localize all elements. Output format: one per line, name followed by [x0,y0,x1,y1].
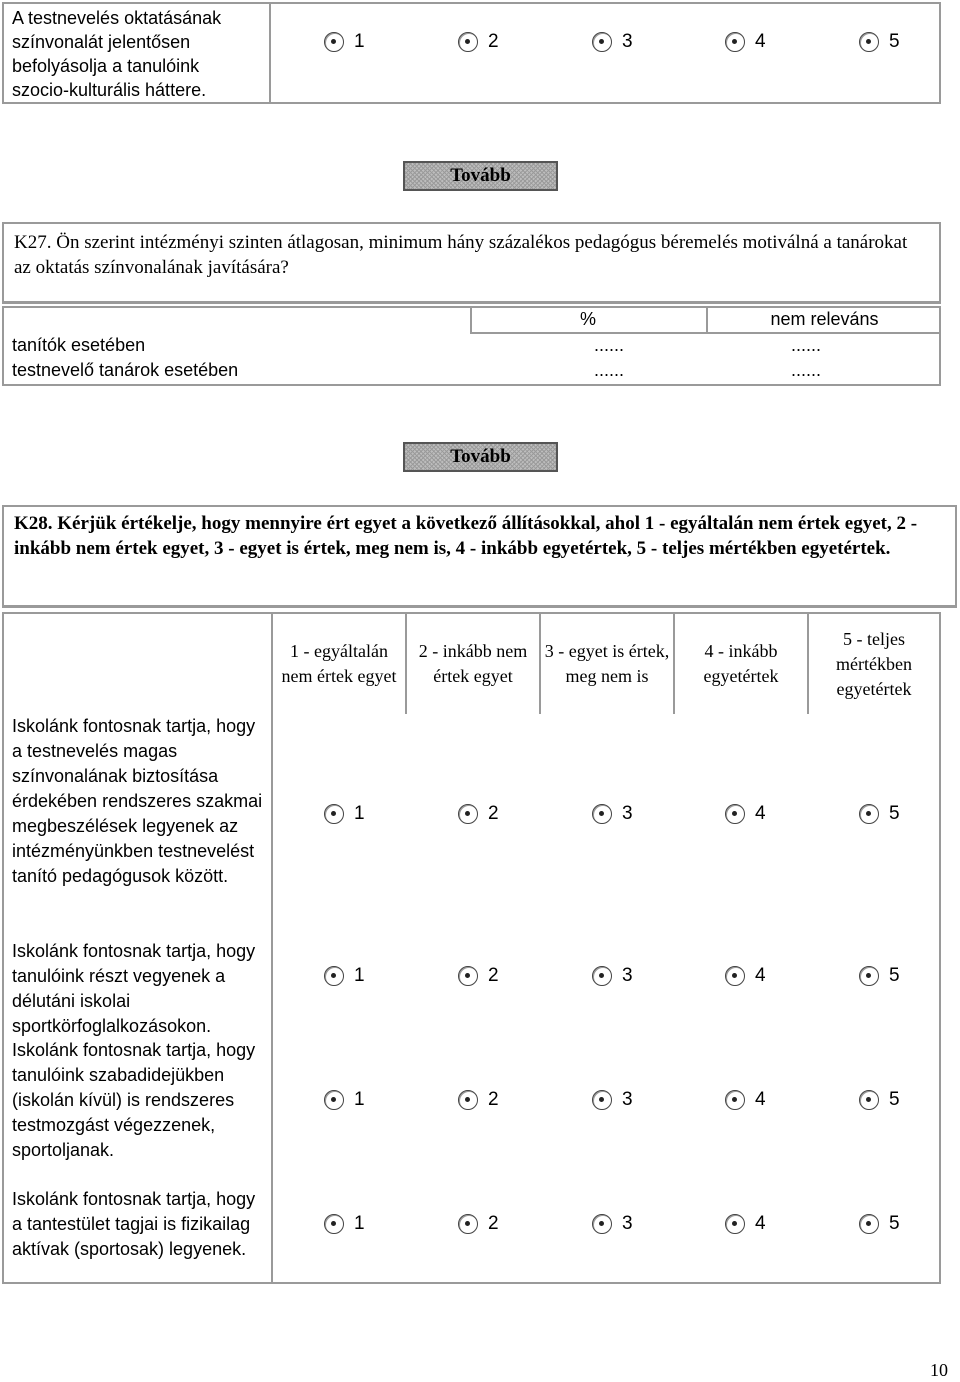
radio-button-icon[interactable] [458,804,478,824]
rating-option-2[interactable]: 2 [458,803,499,825]
k28-rating-table [2,612,941,1284]
rating-option-1[interactable]: 1 [324,1213,365,1235]
k28-header-3: 3 - egyet is értek, meg nem is [544,641,670,686]
k27-not-relevant-input[interactable]: ...... [791,360,822,380]
rating-option-5[interactable]: 5 [859,1089,900,1111]
k27-not-relevant-input[interactable]: ...... [791,335,822,355]
k28-statement: Iskolánk fontosnak tartja, hogy tanulóink szabadidejükben (iskolán kívül) is rendszeres testmozgást végezzenek, sportoljanak. [12,1040,256,1160]
radio-button-icon[interactable] [859,1090,879,1110]
next-button[interactable]: Tovább [403,442,558,472]
k27-question-box [2,222,941,304]
rating-option-3[interactable]: 3 [592,1213,633,1235]
rating-option-5[interactable]: 5 [859,965,900,987]
q1-option-1[interactable]: 1 [324,31,365,53]
rating-option-4[interactable]: 4 [725,1213,766,1235]
radio-button-icon[interactable] [725,966,745,986]
k27-percent-input[interactable]: ...... [594,360,625,380]
q1-option-4[interactable]: 4 [725,31,766,53]
radio-button-icon[interactable] [725,1090,745,1110]
radio-button-icon[interactable] [859,1214,879,1234]
radio-button-icon[interactable] [324,1214,344,1234]
radio-button-icon[interactable] [859,804,879,824]
radio-button-icon[interactable] [458,32,478,52]
k28-statement: Iskolánk fontosnak tartja, hogy a testnevelés magas színvonalának biztosítása érdekében rendszeres szakmai megbeszélések legyenek az intézményünkben testnevelést tanító pedagógusok között. [12,716,263,886]
rating-option-2[interactable]: 2 [458,1089,499,1111]
rating-option-1[interactable]: 1 [324,965,365,987]
k27-answer-table [2,306,941,386]
rating-option-3[interactable]: 3 [592,965,633,987]
k27-question-text: K27. Ön szerint intézményi szinten átlagosan, minimum hány százalékos pedagógus béremelés motiválná a tanárokat az oktatás színvonalának javítására? [14,232,908,278]
rating-option-2[interactable]: 2 [458,965,499,987]
k27-row-label: testnevelő tanárok esetében [12,360,239,380]
radio-button-icon[interactable] [859,32,879,52]
k28-statement: Iskolánk fontosnak tartja, hogy tanulóink részt vegyenek a délutáni iskolai sportkörfoglalkozásokon. [12,941,256,1036]
k27-percent-input[interactable]: ...... [594,335,625,355]
k27-col-percent: % [579,309,596,329]
radio-button-icon[interactable] [458,1214,478,1234]
q1-question-table [2,2,941,104]
page-number: 10 [930,1360,948,1380]
rating-option-1[interactable]: 1 [324,803,365,825]
radio-button-icon[interactable] [324,1090,344,1110]
k28-question-box [2,505,957,608]
radio-button-icon[interactable] [592,804,612,824]
radio-button-icon[interactable] [592,966,612,986]
rating-option-1[interactable]: 1 [324,1089,365,1111]
k28-header-2: 2 - inkább nem értek egyet [418,641,528,686]
radio-button-icon[interactable] [324,966,344,986]
rating-option-2[interactable]: 2 [458,1213,499,1235]
rating-option-5[interactable]: 5 [859,803,900,825]
q1-option-5[interactable]: 5 [859,31,900,53]
radio-button-icon[interactable] [592,1214,612,1234]
radio-button-icon[interactable] [725,1214,745,1234]
radio-button-icon[interactable] [592,1090,612,1110]
k28-question-text: K28. Kérjük értékelje, hogy mennyire ért egyet a következő állításokkal, ahol 1 - egyáltalán nem értek egyet, 2 - inkább nem értek egyet, 3 - egyet is értek, meg nem is, 4 - inkább egyetértek, 5 - teljes mértékben egyetértek. [14,513,918,559]
q1-option-2[interactable]: 2 [458,31,499,53]
radio-button-icon[interactable] [324,32,344,52]
k28-header-1: 1 - egyáltalán nem értek egyet [281,641,397,686]
rating-option-3[interactable]: 3 [592,803,633,825]
radio-button-icon[interactable] [859,966,879,986]
radio-button-icon[interactable] [725,32,745,52]
q1-statement: A testnevelés oktatásának színvonalát jelentősen befolyásolja a tanulóink szocio-kulturális háttere. [4,4,271,102]
rating-option-5[interactable]: 5 [859,1213,900,1235]
k27-row-label: tanítók esetében [12,335,146,355]
k28-statement: Iskolánk fontosnak tartja, hogy a tantestület tagjai is fizikailag aktívak (sportosak) legyenek. [12,1189,256,1259]
radio-button-icon[interactable] [458,966,478,986]
k28-header-5: 5 - teljes mértékben egyetértek [836,628,912,699]
k27-col-not-relevant: nem releváns [770,309,879,329]
radio-button-icon[interactable] [592,32,612,52]
rating-option-4[interactable]: 4 [725,803,766,825]
rating-option-4[interactable]: 4 [725,965,766,987]
radio-button-icon[interactable] [458,1090,478,1110]
radio-button-icon[interactable] [324,804,344,824]
next-button[interactable]: Tovább [403,161,558,191]
rating-option-4[interactable]: 4 [725,1089,766,1111]
k28-header-4: 4 - inkább egyetértek [703,641,779,686]
rating-option-3[interactable]: 3 [592,1089,633,1111]
q1-option-3[interactable]: 3 [592,31,633,53]
radio-button-icon[interactable] [725,804,745,824]
